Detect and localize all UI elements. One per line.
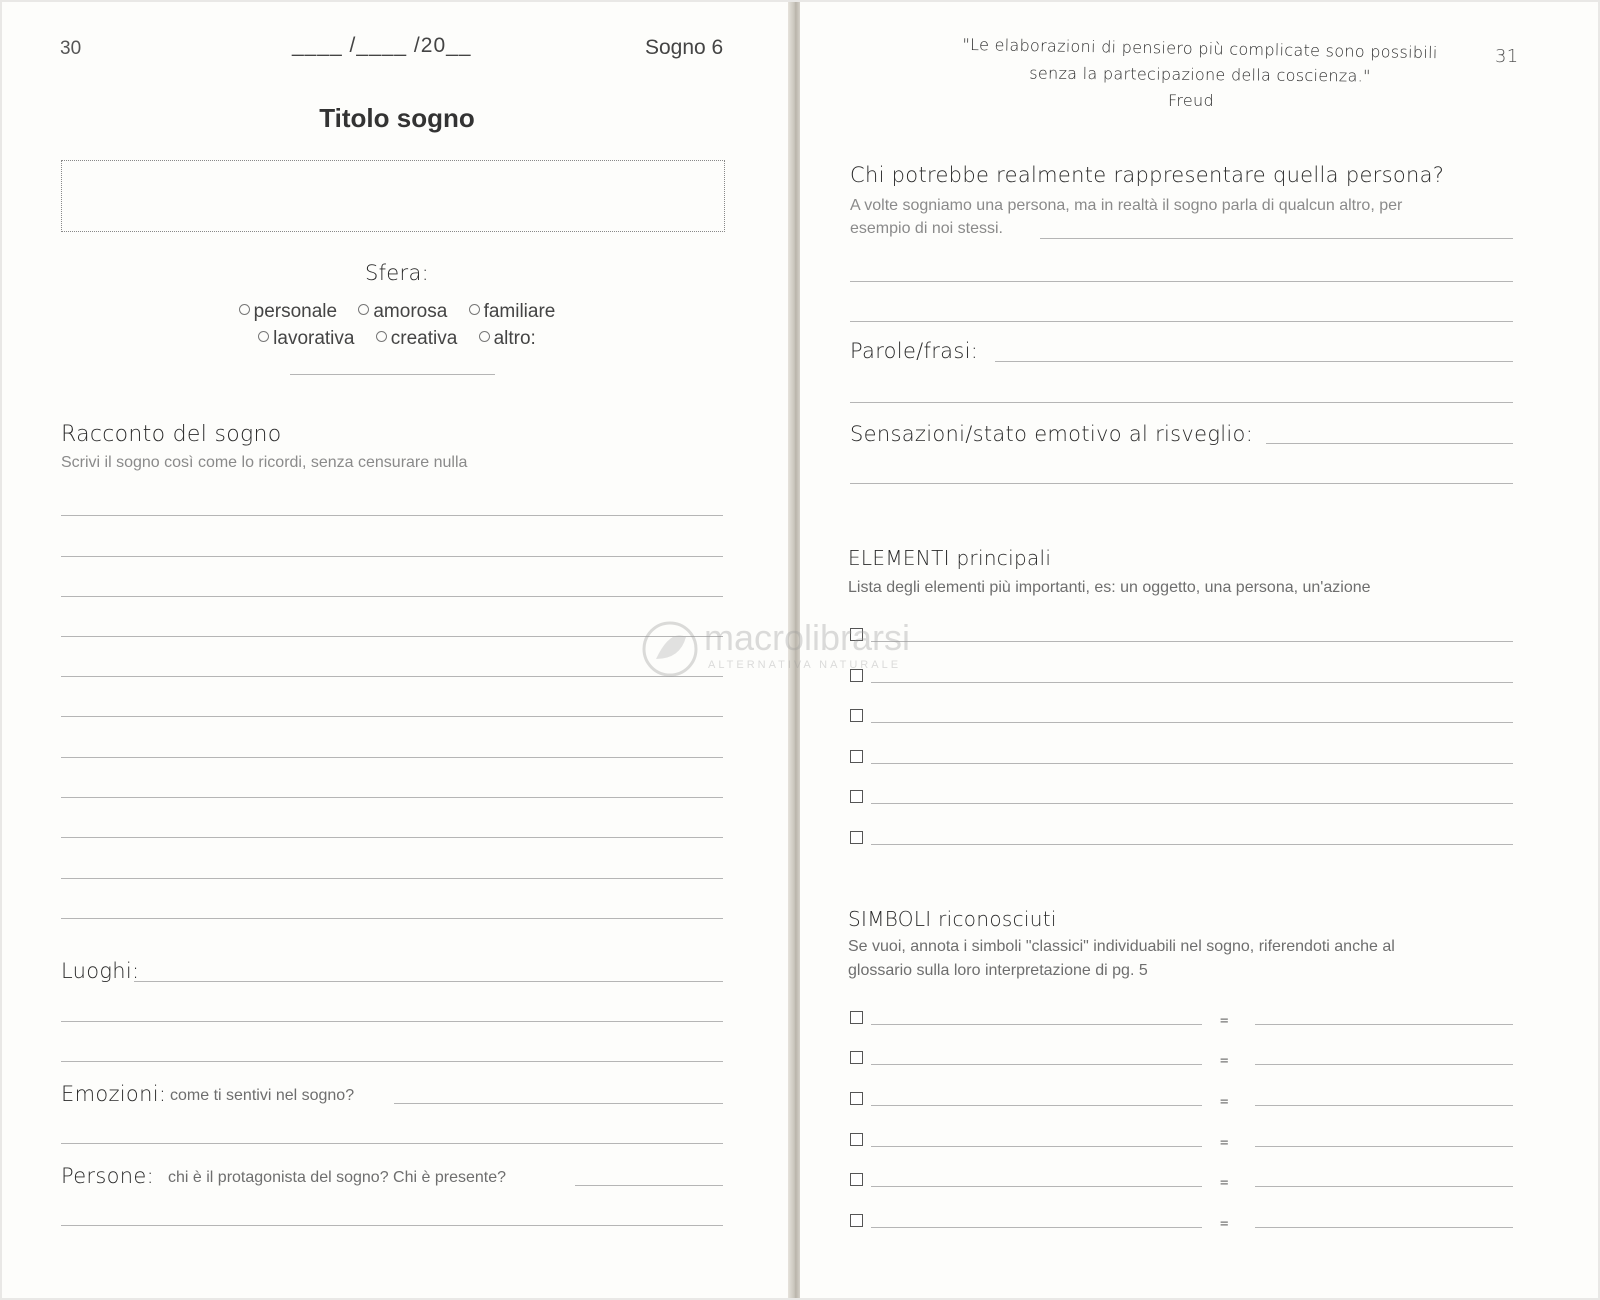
radio-icon[interactable] — [376, 331, 387, 342]
radio-icon[interactable] — [479, 331, 490, 342]
simbolo-checkbox[interactable] — [850, 1011, 863, 1024]
dream-title-heading: Titolo sogno — [319, 103, 475, 133]
elemento-checkbox[interactable] — [850, 750, 863, 763]
date-field[interactable]: ____ /____ /20__ — [292, 34, 472, 57]
option-label: altro: — [493, 328, 536, 349]
right-page-number: 31 — [1495, 46, 1519, 67]
simbolo-checkbox[interactable] — [850, 1214, 863, 1227]
parole-line[interactable] — [995, 361, 1513, 362]
chi-hint-line-2: esempio di noi stessi. — [850, 220, 1003, 237]
racconto-line[interactable] — [61, 636, 723, 637]
equals-sign: = — [1220, 1053, 1229, 1069]
elemento-checkbox[interactable] — [850, 709, 863, 722]
persone-line[interactable] — [575, 1185, 723, 1186]
parole-line[interactable] — [850, 402, 1513, 403]
dream-title-input-box[interactable] — [61, 160, 725, 232]
emozioni-label: Emozioni: — [61, 1082, 167, 1106]
radio-icon[interactable] — [358, 304, 369, 315]
radio-icon[interactable] — [469, 304, 480, 315]
luoghi-line[interactable] — [61, 1061, 723, 1062]
simboli-heading: SIMBOLI riconosciuti — [848, 907, 1057, 931]
left-page-number: 30 — [60, 38, 82, 59]
leaf-logo-icon — [640, 619, 700, 679]
equals-sign: = — [1220, 1013, 1229, 1029]
simbolo-line[interactable] — [871, 1146, 1202, 1147]
elemento-checkbox[interactable] — [850, 790, 863, 803]
equals-sign: = — [1220, 1135, 1229, 1151]
option-label: personale — [253, 301, 338, 322]
elemento-checkbox[interactable] — [850, 831, 863, 844]
significato-line[interactable] — [1255, 1146, 1513, 1147]
dream-number-label: Sogno 6 — [645, 36, 724, 59]
persone-hint: chi è il protagonista del sogno? Chi è presente? — [168, 1169, 506, 1186]
racconto-line[interactable] — [61, 676, 723, 677]
sfera-option-amorosa[interactable] — [358, 301, 447, 323]
significato-line[interactable] — [1255, 1064, 1513, 1065]
parole-label: Parole/frasi: — [850, 339, 979, 363]
simbolo-checkbox[interactable] — [850, 1173, 863, 1186]
racconto-line[interactable] — [61, 596, 723, 597]
equals-sign: = — [1220, 1175, 1229, 1191]
racconto-heading: Racconto del sogno — [61, 422, 282, 447]
radio-icon[interactable] — [258, 331, 269, 342]
equals-sign: = — [1220, 1216, 1229, 1232]
simbolo-line[interactable] — [871, 1064, 1202, 1065]
sensazioni-label: Sensazioni/stato emotivo al risveglio: — [850, 422, 1254, 446]
luoghi-label: Luoghi: — [61, 959, 140, 983]
quote-author: Freud — [1168, 91, 1214, 110]
simbolo-line[interactable] — [871, 1105, 1202, 1106]
quote-line-1: "Le elaborazioni di pensiero più complicate sono possibili — [962, 34, 1438, 63]
persone-label: Persone: — [61, 1164, 154, 1188]
simboli-hint-line-1: Se vuoi, annota i simboli "classici" individuabili nel sogno, riferendoti anche al — [848, 938, 1395, 955]
elemento-line[interactable] — [871, 803, 1513, 804]
significato-line[interactable] — [1255, 1105, 1513, 1106]
chi-line[interactable] — [1040, 238, 1513, 239]
emozioni-line[interactable] — [394, 1103, 723, 1104]
racconto-line[interactable] — [61, 878, 723, 879]
simbolo-line[interactable] — [871, 1186, 1202, 1187]
option-label: lavorativa — [273, 328, 355, 349]
luoghi-line[interactable] — [61, 1021, 723, 1022]
simboli-hint-line-2: glossario sulla loro interpretazione di pg. 5 — [848, 962, 1148, 979]
emozioni-hint: come ti sentivi nel sogno? — [170, 1087, 355, 1104]
sfera-option-familiare[interactable] — [469, 301, 556, 323]
racconto-hint: Scrivi il sogno così come lo ricordi, senza censurare nulla — [61, 454, 468, 471]
sfera-options-row-2 — [2, 328, 792, 350]
elementi-hint: Lista degli elementi più importanti, es: un oggetto, una persona, un'azione — [848, 579, 1371, 596]
racconto-line[interactable] — [61, 515, 723, 516]
chi-hint-line-1: A volte sogniamo una persona, ma in realtà il sogno parla di qualcun altro, per — [850, 197, 1403, 214]
sfera-option-altro[interactable] — [479, 328, 536, 350]
racconto-line[interactable] — [61, 837, 723, 838]
racconto-line[interactable] — [61, 716, 723, 717]
sfera-label: Sfera: — [364, 261, 430, 285]
persone-line[interactable] — [61, 1225, 723, 1226]
radio-icon[interactable] — [239, 304, 250, 315]
simbolo-checkbox[interactable] — [850, 1092, 863, 1105]
watermark — [640, 615, 970, 685]
emozioni-line[interactable] — [61, 1143, 723, 1144]
luoghi-line[interactable] — [134, 981, 723, 982]
chi-line[interactable] — [850, 281, 1513, 282]
chi-heading: Chi potrebbe realmente rappresentare quella persona? — [850, 163, 1445, 187]
simbolo-checkbox[interactable] — [850, 1051, 863, 1064]
racconto-line[interactable] — [61, 918, 723, 919]
elemento-line[interactable] — [871, 722, 1513, 723]
sensazioni-line[interactable] — [1266, 443, 1513, 444]
racconto-line[interactable] — [61, 757, 723, 758]
watermark-tagline: ALTERNATIVA NATURALE — [708, 659, 902, 671]
simbolo-line[interactable] — [871, 1227, 1202, 1228]
quote-line-2: senza la partecipazione della coscienza." — [1029, 63, 1371, 86]
sfera-options-row-1 — [2, 301, 792, 323]
simbolo-line[interactable] — [871, 1024, 1202, 1025]
simbolo-checkbox[interactable] — [850, 1133, 863, 1146]
sfera-option-lavorativa[interactable] — [258, 328, 354, 350]
sensazioni-line[interactable] — [850, 483, 1513, 484]
sfera-option-personale[interactable] — [239, 301, 337, 323]
sfera-altro-line[interactable] — [290, 374, 495, 375]
significato-line[interactable] — [1255, 1227, 1513, 1228]
elemento-line[interactable] — [871, 844, 1513, 845]
elemento-line[interactable] — [871, 763, 1513, 764]
option-label: amorosa — [373, 301, 448, 322]
significato-line[interactable] — [1255, 1024, 1513, 1025]
elementi-heading: ELEMENTI principali — [848, 546, 1052, 570]
chi-line[interactable] — [850, 321, 1513, 322]
sfera-option-creativa[interactable] — [376, 328, 458, 350]
option-label: creativa — [390, 328, 458, 349]
equals-sign: = — [1220, 1094, 1229, 1110]
option-label: familiare — [483, 301, 556, 322]
significato-line[interactable] — [1255, 1186, 1513, 1187]
watermark-brand: macrolibrarsi — [704, 617, 911, 658]
racconto-line[interactable] — [61, 797, 723, 798]
racconto-line[interactable] — [61, 556, 723, 557]
